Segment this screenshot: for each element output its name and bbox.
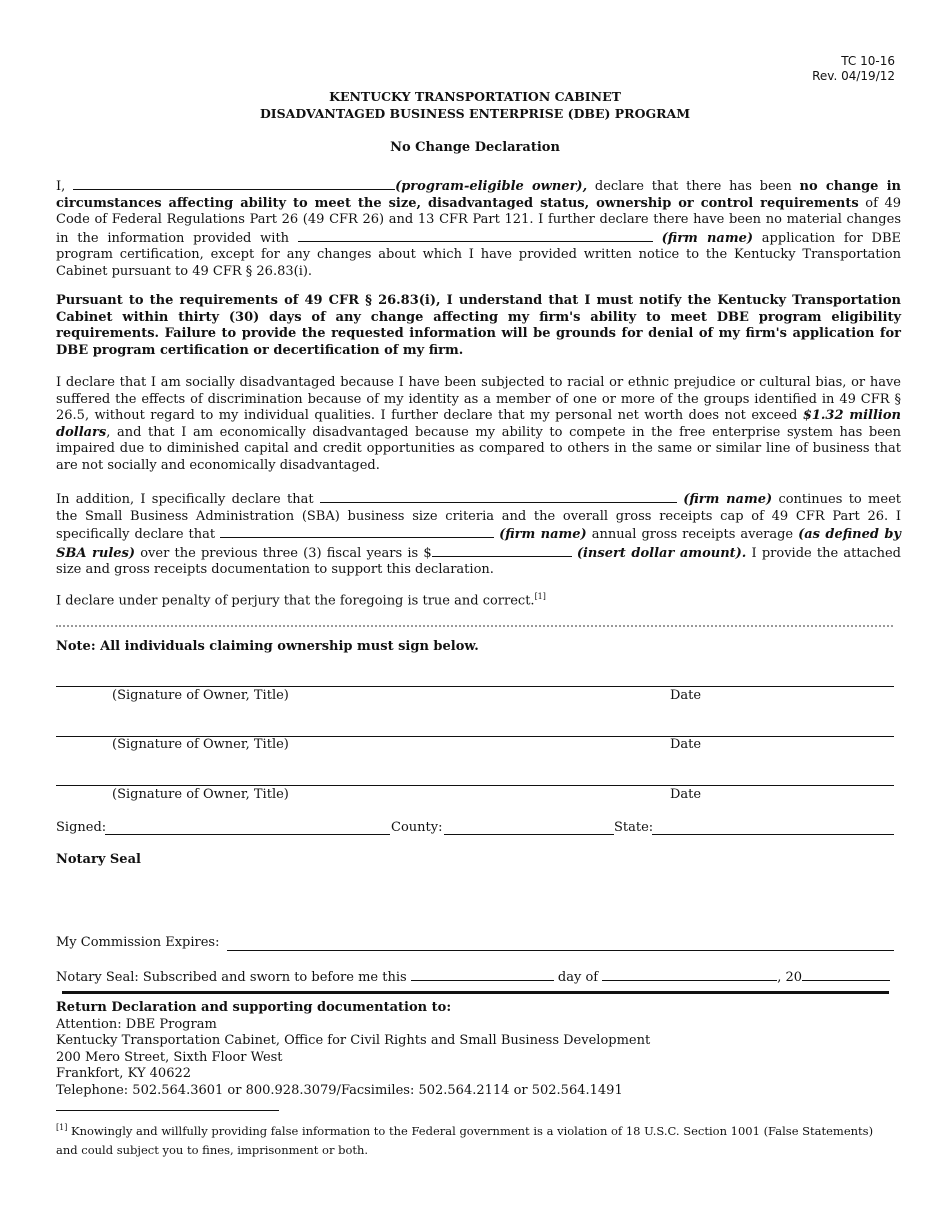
p4-text-5: I provide the attached size and gross receipts documentation to support this declaration.	[56, 545, 902, 577]
agency-name: KENTUCKY TRANSPORTATION CABINET	[329, 89, 621, 104]
perjury-text: I declare under penalty of perjury that the foregoing is true and correct.	[56, 593, 535, 609]
p1-bold: no change in circumstances affecting ability to meet the size, disadvantaged status, ownership or control requirements	[56, 179, 901, 211]
county-label: County:	[391, 820, 443, 835]
footnote-text: Knowingly and willfully providing false information to the Federal government is a violation of 18 U.S.C. Section 1001 (False Statements) and could subject you to fines, imprisonment or both.	[56, 1123, 874, 1157]
net-worth-amount: $1.32 million dollars	[56, 408, 901, 440]
commission-label: My Commission Expires:	[56, 935, 220, 950]
notary-seal-heading: Notary Seal	[56, 852, 141, 867]
signature-label-2: (Signature of Owner, Title)	[112, 737, 289, 752]
signature-line-1[interactable]	[56, 686, 894, 687]
county-field[interactable]	[444, 834, 614, 835]
sworn-text-3: , 20	[777, 970, 803, 985]
dotted-divider	[56, 625, 893, 627]
size-paragraph	[56, 490, 901, 579]
footnote-divider	[56, 1110, 279, 1111]
firm-name-field-2[interactable]	[320, 490, 677, 503]
sworn-day-field[interactable]	[411, 968, 554, 981]
p3-text-1: I declare that I am socially disadvantaged because I have been subjected to racial or ethnic prejudice or cultural bias, or have suffered the effects of discrimination because of my identity as a member of one or more of the groups identified in 49 CFR § 26.5, without regard to my individual qualities. I further declare that my personal net worth does not exceed	[56, 375, 901, 423]
state-label: State:	[614, 820, 654, 835]
form-revision: Rev. 04/19/12	[812, 69, 895, 83]
sworn-month-field[interactable]	[602, 968, 777, 981]
return-heading: Return Declaration and supporting documentation to:	[56, 1000, 452, 1015]
p4-text-2: continues to meet the Small Business Administration (SBA) business size criteria and the overall gross receipts cap of 49 CFR Part 26. I specifically declare that	[56, 492, 901, 542]
signed-field[interactable]	[105, 834, 390, 835]
footnote-number: [1]	[56, 1123, 68, 1132]
return-address-block	[56, 1000, 650, 1099]
commission-field[interactable]	[227, 950, 894, 951]
defined-by-sba: (as defined by SBA rules)	[56, 527, 901, 561]
ownership-note: Note: All individuals claiming ownership must sign below.	[56, 639, 479, 654]
thick-divider	[62, 991, 889, 994]
firm-label-1: (firm name)	[661, 230, 754, 246]
firm-name-field-3[interactable]	[220, 525, 494, 538]
signature-label-1: (Signature of Owner, Title)	[112, 688, 289, 703]
notification-paragraph: Pursuant to the requirements of 49 CFR § 26.83(i), I understand that I must notify the Kentucky Transportation Cabinet within thirty (30) days of any change affecting my firm's ability to meet DBE program eligibility requirements. Failure to provide the requested information will be grounds for denial of my firm's application for DBE program certification or decertification of my firm.	[56, 293, 901, 358]
footnote-mark: [1]	[534, 592, 546, 601]
dollar-amount-field[interactable]	[432, 544, 572, 557]
sworn-year-field[interactable]	[802, 968, 890, 981]
signature-date-2: Date	[670, 737, 702, 752]
owner-label: (program-eligible owner),	[395, 179, 588, 194]
p4-text-1: In addition, I specifically declare that	[56, 492, 320, 507]
footnote	[56, 1118, 886, 1160]
sworn-text-1: Notary Seal: Subscribed and sworn to before me this	[56, 970, 411, 985]
form-code: TC 10-16	[841, 54, 895, 68]
signature-date-1: Date	[670, 688, 702, 703]
signature-date-3: Date	[670, 787, 702, 802]
p1-text-2: of 49 Code of Federal Regulations Part 26 (49 CFR 26) and 13 CFR Part 121. I further declare there have been no material changes in the information provided with	[56, 195, 901, 246]
p4-text-4: over the previous three (3) fiscal years is $	[135, 545, 432, 561]
return-line-1: Attention: DBE Program	[56, 1016, 217, 1032]
return-line-4: Frankfort, KY 40622	[56, 1066, 192, 1081]
signature-label-3: (Signature of Owner, Title)	[112, 787, 289, 802]
sworn-statement	[56, 968, 890, 985]
p4-text-3: annual gross receipts average	[586, 527, 799, 542]
return-line-5: Telephone: 502.564.3601 or 800.928.3079/Facsimiles: 502.564.2114 or 502.564.1491	[56, 1082, 623, 1098]
signed-label: Signed:	[56, 820, 107, 835]
state-field[interactable]	[652, 834, 894, 835]
insert-amount-label: (insert dollar amount).	[576, 545, 747, 561]
p1-text-1: declare that there has been	[587, 179, 800, 194]
owner-name-field[interactable]	[73, 177, 395, 190]
sworn-text-2: day of	[553, 970, 603, 985]
p1-i: I,	[56, 179, 66, 194]
declaration-paragraph-1	[56, 177, 901, 280]
return-line-2: Kentucky Transportation Cabinet, Office for Civil Rights and Small Business Development	[56, 1033, 651, 1048]
form-code-block	[812, 54, 895, 84]
return-line-3: 200 Mero Street, Sixth Floor West	[56, 1049, 283, 1065]
signature-line-3[interactable]	[56, 785, 894, 786]
program-name: DISADVANTAGED BUSINESS ENTERPRISE (DBE) PROGRAM	[259, 106, 691, 121]
p3-text-2: , and that I am economically disadvantaged because my ability to compete in the free enterprise system has been impaired due to diminished capital and credit opportunities as compared to others in the same or similar line of business that are not socially and economically disadvantaged.	[56, 424, 901, 473]
firm-name-field-1[interactable]	[298, 229, 653, 242]
perjury-statement	[56, 589, 901, 610]
p1-text-3: application for DBE program certification, except for any changes about which I have provided written notice to the Kentucky Transportation Cabinet pursuant to 49 CFR § 26.83(i).	[56, 230, 901, 279]
disadvantaged-paragraph	[56, 375, 901, 474]
page-title: No Change Declaration	[390, 140, 560, 155]
firm-label-3: (firm name)	[499, 527, 587, 542]
firm-label-2: (firm name)	[683, 492, 773, 507]
